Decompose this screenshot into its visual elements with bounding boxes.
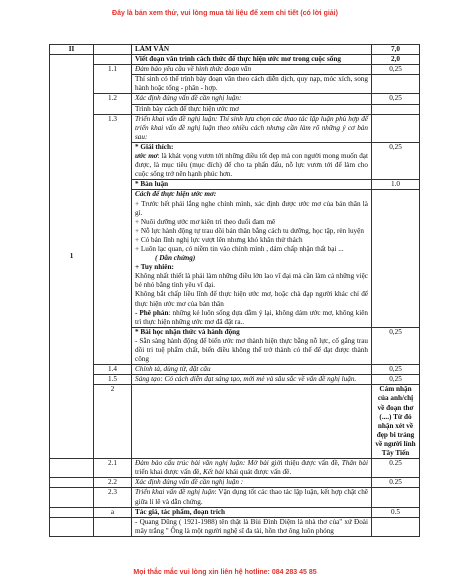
question-number: 2: [94, 385, 132, 459]
score-cell: 0,25: [372, 142, 420, 179]
explanation-term: ước mơ: [135, 152, 158, 161]
criterion-text: Tác giả, tác phẩm, đoạn trích: [132, 507, 372, 517]
score-cell: 0.25: [372, 478, 420, 488]
list-item: Không nhất thiết là phải làm những điều lớn lao vĩ đại mà cần làm cả những việc bé nhỏ bằng tình yêu vĩ đại.: [135, 272, 368, 290]
item-number: 2.2: [94, 478, 132, 488]
table-row: 2.1 Đảm bảo cấu trúc bài văn nghị luận: Mở bài giới thiệu được vấn đề, Thân bài triển khai được vấn đề, Kết bài khái quát được vấn đề. 0.25: [50, 459, 420, 478]
question-title: Cảm nhận của anh/chị về đoạn thơ (....) Từ đó nhận xét về đẹp bi tráng về người lính Tây Tiến: [372, 385, 420, 459]
list-item: + Nuôi dưỡng ước mơ kiên trì theo đuổi đam mê: [135, 217, 276, 226]
item-number: 1.1: [94, 65, 132, 94]
lesson-text: - Sẵn sàng hành động để biến ước mơ thành hiện thực bằng nỗ lực, cố gắng trau dồi tri tuệ phẩm chất, biến điều không thể trở thành có thể để đạt được thành công: [135, 336, 368, 364]
question-number: 1: [69, 252, 74, 261]
table-row: [50, 517, 420, 536]
criterion-note: - Quang Dũng ( 1921-1988) tên thật là Bùi Đình Diệm là nhà thơ của" xứ Đoài mây trắng " Ông là một người nghệ sĩ đa tài, hồn thơ ông luôn phóng: [132, 517, 372, 536]
section-title: LÀM VĂN: [132, 45, 372, 55]
score-cell: 0.25: [372, 459, 420, 478]
item-number: 2.1: [94, 459, 132, 478]
criticism-text: : những kẻ luôn sống dựa dẫm ý lại, không dám ước mơ, không kiên trì thực hiện những ước mơ đã đặt ra..: [135, 308, 368, 326]
item-number: 1.3: [94, 114, 132, 365]
preview-notice: Đây là bản xem thử, vui lòng mua tài liệu để xem chi tiết (có lời giải): [112, 10, 338, 17]
discussion-label: * Bàn luận: [132, 180, 372, 190]
table-row: [50, 55, 420, 65]
table-row: [50, 385, 420, 459]
score-cell: 1.0: [372, 180, 420, 190]
criterion-text: Chính tả, dùng từ, đặt câu: [132, 365, 372, 375]
table-row: [50, 114, 420, 142]
list-item: Không bắt chấp liều lĩnh để thực hiện ước mơ, hoặc chà đạp người khác chỉ để thực hiện ước mơ của bản thân: [135, 290, 368, 308]
evidence-note: ( Dẫn chứng): [155, 254, 196, 263]
criterion-note: Trình bày cách để thực hiện ước mơ: [132, 104, 372, 114]
table-row: [50, 45, 420, 55]
section-number: II: [50, 45, 94, 55]
answer-key-table: [49, 44, 420, 537]
item-number: 1.5: [94, 375, 132, 385]
methods-heading: Cách để thực hiện ước mơ:: [135, 190, 217, 199]
however-heading: + Tuy nhiên:: [135, 263, 174, 272]
item-number: 1.2: [94, 94, 132, 114]
score-cell: 0,25: [372, 327, 420, 364]
item-number: 2.3: [94, 488, 132, 507]
table-row: [50, 507, 420, 517]
score-cell: 0,25: [372, 94, 420, 104]
criticism-label: - Phê phán: [135, 308, 169, 317]
score-cell: 0,25: [372, 65, 420, 75]
table-row: [50, 65, 420, 75]
criterion-text: Xác định đúng vấn đề cần nghị luận :: [132, 478, 372, 488]
criterion-text: Sáng tạo: Có cách diễn đạt sáng tạo, mới mẻ và sâu sắc về vấn đề nghị luận.: [132, 375, 372, 385]
score-cell: 0.5: [372, 507, 420, 517]
explanation-text: : là khát vọng vươn tới những điều tốt đẹp mà con người mong muốn đạt được, là mục tiêu (mục đích) để cho ta phấn đấu, nỗ lực vươn tới để làm cho cuộc sống trở nên hạnh phúc hơn.: [135, 152, 368, 179]
table-row: 2.3 Triển khai vấn đề nghị luận: Vận dụng tốt các thao tác lập luận, kết hợp chặt chẽ giữa lí lẽ và dẫn chứng.: [50, 488, 420, 507]
criterion-text: Xác định đúng vấn đề cần nghị luận:: [132, 94, 372, 104]
criterion-note: Thí sinh có thể trình bày đoạn văn theo cách diễn dịch, quy nạp, móc xích, song hành hoặc tổng - phân - hợp.: [132, 75, 372, 94]
question-title: Viết đoạn văn trình cách thức để thực hiện ước mơ trong cuộc sống: [132, 55, 372, 65]
table-row: [50, 365, 420, 375]
criterion-text: Triển khai vấn đề nghị luận: Thí sinh lựa chọn các thao tác lập luận phù hợp để triển khai vấn đề nghị luận theo nhiều cách nhưng cần làm rõ những ý cơ bản sau:: [132, 114, 372, 142]
item-number: a: [94, 507, 132, 517]
explanation-label: * Giải thích:: [135, 142, 174, 151]
score-cell: 2,0: [372, 55, 420, 65]
hotline-notice: Mọi thắc mắc vui lòng xin liên hệ hotline: 084 283 45 85: [133, 569, 317, 576]
list-item: + Luôn lạc quan, có niềm tin vào chính mình , dám chấp nhận thất bại ...: [135, 244, 344, 253]
criterion-text: Đảm bảo yêu cầu về hình thức đoạn văn: [132, 65, 372, 75]
score-cell: 0,25: [372, 375, 420, 385]
table-row: [50, 478, 420, 488]
table-row: [50, 94, 420, 104]
score-cell: 0,25: [372, 365, 420, 375]
item-number: 1.4: [94, 365, 132, 375]
list-item: + Trước hết phải lắng nghe chính mình, xác định được ước mơ của bản thân là gì.: [135, 199, 368, 217]
table-row: [50, 375, 420, 385]
list-item: + Có bản lĩnh nghị lực vượt lên nhưng khó khăn thử thách: [135, 235, 303, 244]
lesson-label: * Bài học nhận thức và hành động: [135, 327, 240, 336]
score-cell: 7,0: [372, 45, 420, 55]
list-item: + Nỗ lực hành động tự trau dồi bản thân bằng cách tu dưỡng, học tập, rèn luyện: [135, 226, 364, 235]
